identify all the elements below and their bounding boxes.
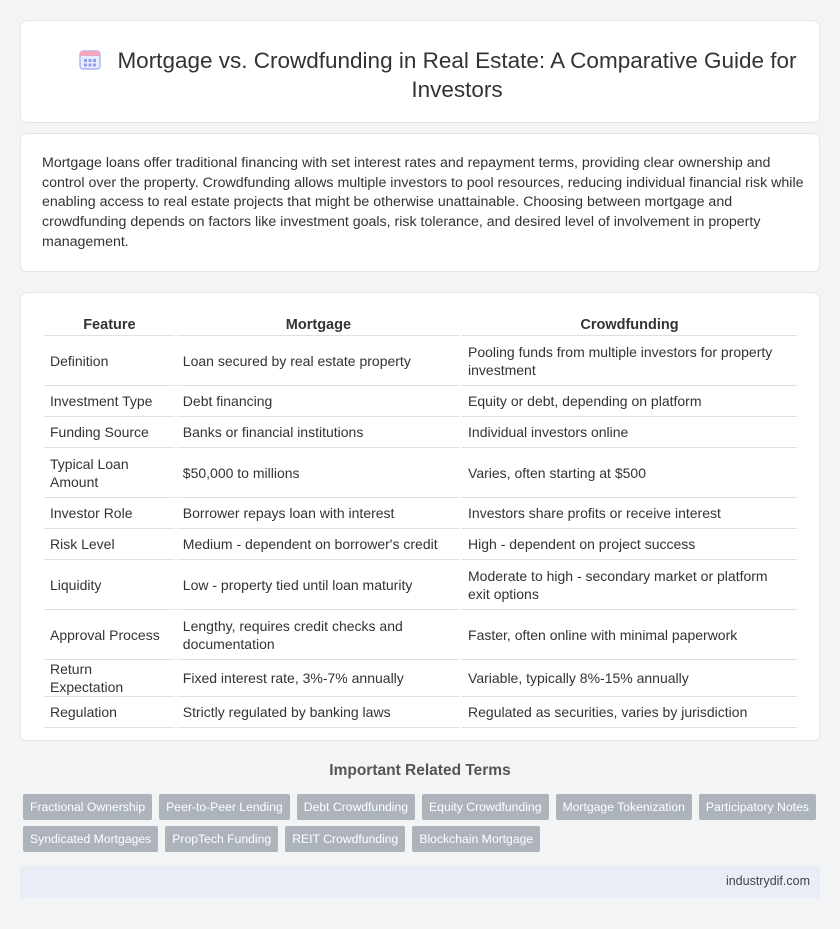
table-row bbox=[44, 610, 797, 660]
feature-cell: Definition bbox=[44, 336, 175, 386]
table-row bbox=[44, 386, 797, 417]
header-crowdfunding: Crowdfunding bbox=[462, 315, 797, 336]
footer-site[interactable]: industrydif.com bbox=[725, 874, 810, 888]
page-title: Mortgage vs. Crowdfunding in Real Estate: A Comparative Guide for Investors bbox=[117, 48, 797, 102]
feature-cell: Funding Source bbox=[44, 417, 175, 448]
crowdfunding-cell: High - dependent on project success bbox=[462, 529, 797, 560]
calendar-icon bbox=[79, 48, 101, 70]
tag-proptech-funding[interactable]: PropTech Funding bbox=[165, 826, 278, 852]
crowdfunding-cell: Individual investors online bbox=[462, 417, 797, 448]
tag-reit-crowdfunding[interactable]: REIT Crowdfunding bbox=[285, 826, 405, 852]
tag-blockchain-mortgage[interactable]: Blockchain Mortgage bbox=[412, 826, 540, 852]
table-row bbox=[44, 529, 797, 560]
feature-cell: Return Expectation bbox=[44, 660, 175, 697]
mortgage-cell: Borrower repays loan with interest bbox=[177, 498, 460, 529]
footer bbox=[20, 866, 820, 898]
mortgage-cell: Low - property tied until loan maturity bbox=[177, 560, 460, 610]
mortgage-cell: Lengthy, requires credit checks and documentation bbox=[177, 610, 460, 660]
feature-cell: Investor Role bbox=[44, 498, 175, 529]
mortgage-cell: Debt financing bbox=[177, 386, 460, 417]
table-header-row bbox=[44, 315, 797, 336]
mortgage-cell: Strictly regulated by banking laws bbox=[177, 697, 460, 728]
related-terms-tags bbox=[23, 794, 823, 858]
header-feature: Feature bbox=[44, 315, 175, 336]
intro-card bbox=[20, 133, 820, 272]
tag-syndicated-mortgages[interactable]: Syndicated Mortgages bbox=[23, 826, 158, 852]
tag-participatory-notes[interactable]: Participatory Notes bbox=[699, 794, 816, 820]
tag-row bbox=[23, 794, 823, 820]
crowdfunding-cell: Investors share profits or receive interest bbox=[462, 498, 797, 529]
mortgage-cell: Loan secured by real estate property bbox=[177, 336, 460, 386]
tag-peer-to-peer-lending[interactable]: Peer-to-Peer Lending bbox=[159, 794, 290, 820]
table-row bbox=[44, 660, 797, 697]
crowdfunding-cell: Faster, often online with minimal paperwork bbox=[462, 610, 797, 660]
feature-cell: Risk Level bbox=[44, 529, 175, 560]
table-row bbox=[44, 498, 797, 529]
intro-paragraph: Mortgage loans offer traditional financing with set interest rates and repayment terms, providing clear ownership and control over the property. Crowdfunding allows multiple investors to pool resources, reducing individual financial risk while enabling access to real estate projects that might be otherwise unattainable. Choosing between mortgage and crowdfunding depends on factors like investment goals, risk tolerance, and desired level of involvement in property management. bbox=[42, 155, 804, 250]
tag-debt-crowdfunding[interactable]: Debt Crowdfunding bbox=[297, 794, 415, 820]
table-row bbox=[44, 697, 797, 728]
feature-cell: Typical Loan Amount bbox=[44, 448, 175, 498]
feature-cell: Regulation bbox=[44, 697, 175, 728]
table-row bbox=[44, 560, 797, 610]
crowdfunding-cell: Moderate to high - secondary market or platform exit options bbox=[462, 560, 797, 610]
related-terms-heading: Important Related Terms bbox=[329, 762, 511, 779]
mortgage-cell: Banks or financial institutions bbox=[177, 417, 460, 448]
crowdfunding-cell: Equity or debt, depending on platform bbox=[462, 386, 797, 417]
table-row bbox=[44, 336, 797, 386]
feature-cell: Liquidity bbox=[44, 560, 175, 610]
mortgage-cell: Medium - dependent on borrower's credit bbox=[177, 529, 460, 560]
table-row bbox=[44, 448, 797, 498]
tag-fractional-ownership[interactable]: Fractional Ownership bbox=[23, 794, 152, 820]
crowdfunding-cell: Varies, often starting at $500 bbox=[462, 448, 797, 498]
title-card bbox=[20, 20, 820, 123]
tag-equity-crowdfunding[interactable]: Equity Crowdfunding bbox=[422, 794, 548, 820]
mortgage-cell: $50,000 to millions bbox=[177, 448, 460, 498]
feature-cell: Investment Type bbox=[44, 386, 175, 417]
comparison-card bbox=[20, 292, 820, 741]
crowdfunding-cell: Variable, typically 8%-15% annually bbox=[462, 660, 797, 697]
tag-mortgage-tokenization[interactable]: Mortgage Tokenization bbox=[556, 794, 692, 820]
feature-cell: Approval Process bbox=[44, 610, 175, 660]
crowdfunding-cell: Regulated as securities, varies by jurisdiction bbox=[462, 697, 797, 728]
tag-row bbox=[23, 826, 823, 852]
crowdfunding-cell: Pooling funds from multiple investors for property investment bbox=[462, 336, 797, 386]
mortgage-cell: Fixed interest rate, 3%-7% annually bbox=[177, 660, 460, 697]
table-row bbox=[44, 417, 797, 448]
comparison-table bbox=[42, 315, 799, 728]
header-mortgage: Mortgage bbox=[177, 315, 460, 336]
